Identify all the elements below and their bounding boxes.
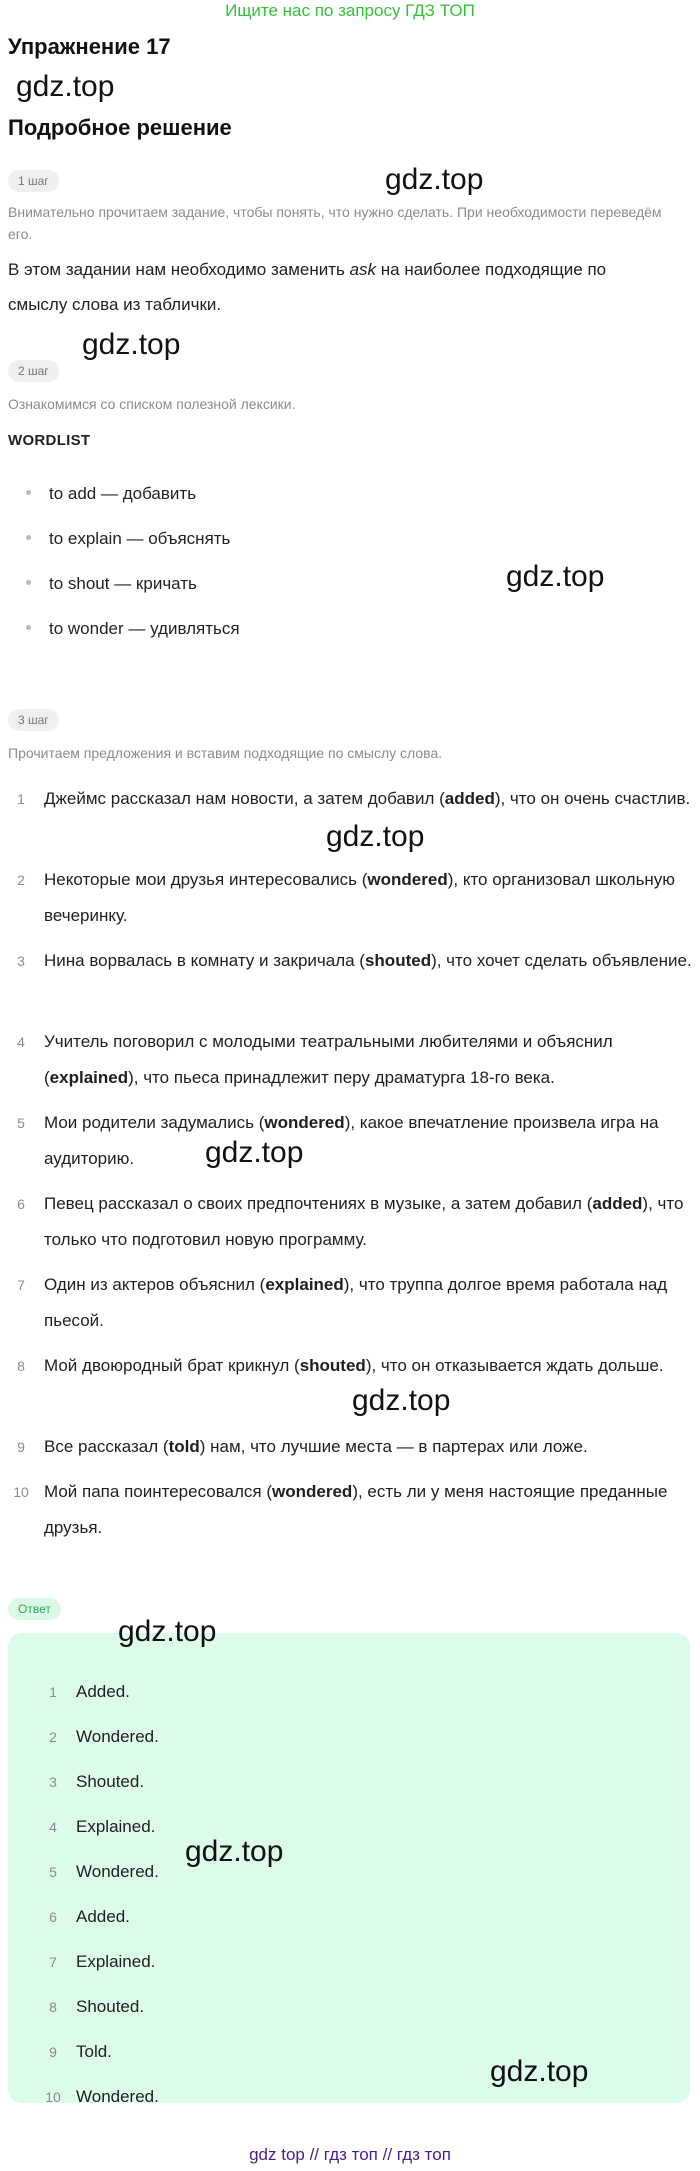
text-part: на наиболее подходящие по смыслу слова из таблички.	[8, 260, 607, 314]
bullet-icon	[26, 535, 31, 540]
emphasis-word: ask	[349, 260, 377, 279]
item-number: 5	[17, 1115, 25, 1131]
sentence-text	[44, 781, 694, 817]
text-part: Певец рассказал о своих предпочтениях в музыке, а затем добавил (	[44, 1194, 593, 1213]
item-number: 6	[17, 1196, 25, 1212]
answer-text: Added.	[76, 1682, 130, 1701]
text-part: ), кто организовал школьную вечеринку.	[44, 870, 676, 925]
sentence-item	[8, 1186, 694, 1258]
answer-text: Wondered.	[76, 2087, 159, 2106]
step-label: 3 шаг	[8, 709, 59, 731]
item-number: 2	[49, 1729, 57, 1745]
answer-item	[42, 1682, 130, 1702]
step-hint: Прочитаем предложения и вставим подходящие по смыслу слова.	[8, 745, 443, 761]
answer-item	[42, 1907, 130, 1927]
answer-text: Explained.	[76, 1952, 156, 1971]
word-text: to wonder — удивляться	[49, 619, 240, 638]
sentence-item	[8, 1267, 694, 1339]
text-part: Джеймс рассказал нам новости, а затем добавил (	[44, 789, 445, 808]
answer-item	[42, 1952, 155, 1972]
wordlist-item	[26, 574, 197, 594]
answer-text: Added.	[76, 1907, 130, 1926]
text-part: Один из актеров объяснил (	[44, 1275, 266, 1294]
item-number: 8	[17, 1358, 25, 1374]
answer-text: Shouted.	[76, 1772, 145, 1791]
item-number: 3	[49, 1774, 57, 1790]
wordlist-item	[26, 529, 230, 549]
answer-label: Ответ	[8, 1598, 61, 1620]
sentence-text	[44, 1267, 694, 1339]
answer-text: Explained.	[76, 1817, 156, 1836]
answer-word: added	[444, 789, 495, 808]
sentence-item	[8, 1474, 694, 1546]
sentence-item	[8, 1429, 694, 1465]
answer-word: told	[168, 1437, 200, 1456]
watermark: gdz.top	[326, 820, 425, 853]
answer-item	[42, 1862, 159, 1882]
text-part: ), что только что подготовил новую программу.	[44, 1194, 684, 1249]
sentence-item	[8, 1348, 694, 1384]
answer-badge	[8, 1598, 61, 1620]
answer-item	[42, 1727, 159, 1747]
answer-text: Shouted.	[76, 1997, 145, 2016]
sentence-text	[44, 1429, 694, 1465]
search-banner[interactable]: Ищите нас по запросу ГДЗ ТОП	[225, 1, 475, 20]
item-number: 2	[17, 872, 25, 888]
answer-text: Wondered.	[76, 1727, 159, 1746]
answer-word: wondered	[367, 870, 448, 889]
word-text: to explain — объяснять	[49, 529, 231, 548]
item-number: 7	[49, 1954, 57, 1970]
text-part: ), что он очень счастлив.	[494, 789, 691, 808]
item-number: 1	[49, 1684, 57, 1700]
step-label: 1 шаг	[8, 170, 59, 192]
item-number: 1	[17, 791, 25, 807]
text-part: ), что труппа долгое время работала над пьесой.	[44, 1275, 668, 1330]
watermark: gdz.top	[205, 1136, 304, 1169]
bullet-icon	[26, 625, 31, 630]
word-text: to shout — кричать	[49, 574, 197, 593]
step-label: 2 шаг	[8, 360, 59, 382]
step-badge	[8, 360, 59, 382]
sentence-text	[44, 943, 694, 979]
answer-word: shouted	[299, 1356, 366, 1375]
item-number: 10	[13, 1484, 29, 1500]
item-number: 5	[49, 1864, 57, 1880]
text-part: Некоторые мои друзья интересовались (	[44, 870, 368, 889]
answer-word: shouted	[364, 951, 432, 970]
text-part: Все рассказал (	[44, 1437, 169, 1456]
sentence-text	[44, 1348, 694, 1384]
item-number: 4	[49, 1819, 57, 1835]
text-part: Мои родители задумались (	[44, 1113, 265, 1132]
item-number: 7	[17, 1277, 25, 1293]
wordlist-title: WORDLIST	[8, 432, 91, 449]
sentence-item	[8, 862, 694, 934]
sentence-item	[8, 1105, 694, 1177]
page-title: Упражнение 17	[8, 34, 171, 59]
section-title: Подробное решение	[8, 115, 232, 140]
step-text	[8, 252, 668, 322]
answer-word: explained	[265, 1275, 344, 1294]
text-part: ), что пьеса принадлежит перу драматурга 18-го века.	[128, 1068, 555, 1087]
text-part: Мой двоюродный брат крикнул (	[44, 1356, 300, 1375]
text-part: ), что он отказывается ждать дольше.	[365, 1356, 664, 1375]
answer-text: Wondered.	[76, 1862, 159, 1881]
sentence-item	[8, 1024, 694, 1096]
answer-word: explained	[49, 1068, 129, 1087]
item-number: 3	[17, 953, 25, 969]
watermark: gdz.top	[490, 2055, 589, 2088]
item-number: 8	[49, 1999, 57, 2015]
answer-item	[42, 1772, 144, 1792]
wordlist-item	[26, 484, 196, 504]
watermark: gdz.top	[352, 1384, 451, 1417]
watermark: gdz.top	[82, 328, 181, 361]
answer-word: wondered	[272, 1482, 353, 1501]
word-text: to add — добавить	[49, 484, 197, 503]
text-part: ), какое впечатление произвела игра на аудиторию.	[44, 1113, 659, 1168]
item-number: 10	[45, 2089, 61, 2105]
footer-links[interactable]: gdz top // гдз топ // гдз топ	[249, 2145, 451, 2164]
sentence-text	[44, 1105, 694, 1177]
text-part: Учитель поговорил с молодыми театральными любителями и объяснил (	[44, 1032, 613, 1087]
sentence-text	[44, 1186, 694, 1258]
text-part: ), что хочет сделать объявление.	[431, 951, 692, 970]
watermark: gdz.top	[16, 70, 115, 103]
watermark: gdz.top	[385, 163, 484, 196]
text-part: ) нам, что лучшие места — в партерах или ложе.	[199, 1437, 588, 1456]
bullet-icon	[26, 490, 31, 495]
item-number: 9	[17, 1439, 25, 1455]
sentence-item	[8, 781, 694, 817]
sentence-item	[8, 943, 694, 979]
answer-word: added	[592, 1194, 643, 1213]
answer-item	[42, 1997, 144, 2017]
answer-item	[42, 2042, 112, 2062]
item-number: 6	[49, 1909, 57, 1925]
sentence-text	[44, 1474, 694, 1546]
answer-item	[42, 1817, 155, 1837]
text-part: Нина ворвалась в комнату и закричала (	[44, 951, 365, 970]
sentence-text	[44, 862, 694, 934]
answer-text: Told.	[76, 2042, 112, 2061]
watermark: gdz.top	[118, 1615, 217, 1648]
wordlist-item	[26, 619, 240, 639]
step-hint: Ознакомимся со списком полезной лексики.	[8, 396, 296, 412]
text-part: Мой папа поинтересовался (	[44, 1482, 273, 1501]
watermark: gdz.top	[506, 560, 605, 593]
item-number: 9	[49, 2044, 57, 2060]
step-badge	[8, 170, 59, 192]
step-hint: Внимательно прочитаем задание, чтобы понять, что нужно сделать. При необходимости переведём его.	[8, 204, 662, 242]
watermark: gdz.top	[185, 1835, 284, 1868]
text-part: В этом задании нам необходимо заменить	[8, 260, 350, 279]
answer-item	[42, 2087, 159, 2107]
answer-word: wondered	[264, 1113, 345, 1132]
bullet-icon	[26, 580, 31, 585]
text-part: ), есть ли у меня настоящие преданные друзья.	[44, 1482, 668, 1537]
item-number: 4	[17, 1034, 25, 1050]
step-badge	[8, 709, 59, 731]
sentence-text	[44, 1024, 694, 1096]
